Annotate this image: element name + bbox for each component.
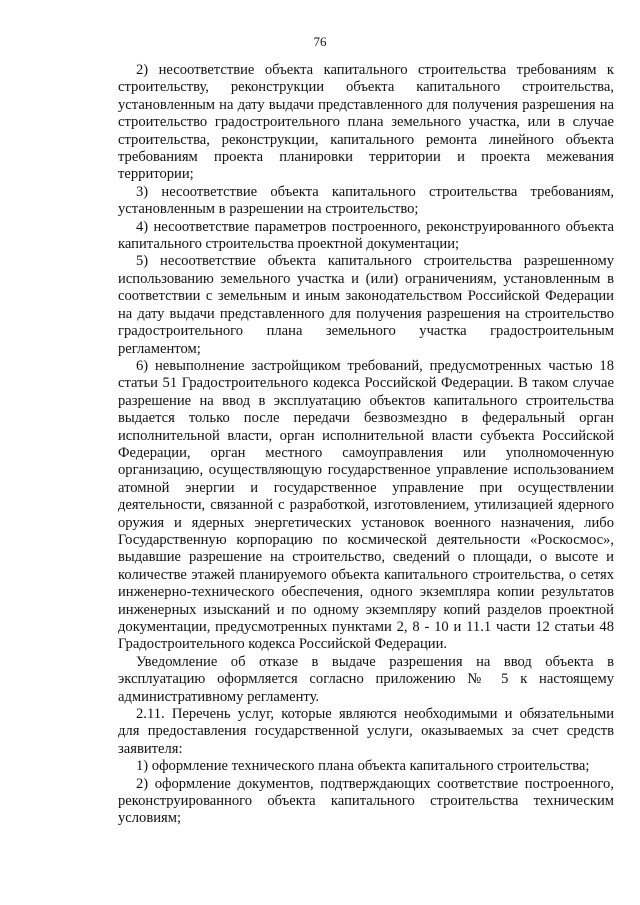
paragraph: 6) невыполнение застройщиком требований, предусмотренных частью 18 статьи 51 Градостроительного кодекса Российской Федерации. В таком случае разрешение на ввод в эксплуатацию объектов капитального строительства выдается только после передачи безвозмездно в федеральный орган исполнительной власти, орган исполнительной власти субъекта Российской Федерации, орган местного самоуправления или уполномоченную организацию, осуществляющую государственное управление использованием атомной энергии и государственное управление при осуществлении деятельности, связанной с разработкой, изготовлением, утилизацией ядерного оружия и ядерных энергетических установок военного назначения, либо Государственную корпорацию по космической деятельности «Роскосмос», выдавшие разрешение на строительство, сведений о площади, о высоте и количестве этажей планируемого объекта капитального строительства, о сетях инженерно-технического обеспечения, одного экземпляра копии результатов инженерных изысканий и по одному экземпляру копий разделов проектной документации, предусмотренных пунктами 2, 8 - 10 и 11.1 части 12 статьи 48 Градостроительного кодекса Российской Федерации. bbox=[118, 357, 614, 653]
paragraph: Уведомление об отказе в выдаче разрешения на ввод объекта в эксплуатацию оформляется согласно приложению № 5 к настоящему административному регламенту. bbox=[118, 653, 614, 705]
paragraph: 2) оформление документов, подтверждающих соответствие построенного, реконструированного объекта капитального строительства техническим условиям; bbox=[118, 775, 614, 827]
page-number: 76 bbox=[313, 34, 327, 49]
paragraph: 2.11. Перечень услуг, которые являются необходимыми и обязательными для предоставления государственной услуги, оказываемых за счет средств заявителя: bbox=[118, 706, 614, 757]
paragraph: 3) несоответствие объекта капитального строительства требованиям, установленным в разрешении на строительство; bbox=[118, 183, 614, 218]
body-text bbox=[118, 62, 614, 828]
paragraph: 2) несоответствие объекта капитального строительства требованиям к строительству, реконструкции объекта капитального строительства, установленным на дату выдачи представленного для получения разрешения на строительство градостроительного плана земельного участка, или в случае строительства, реконструкции, капитального ремонта линейного объекта требованиям проекта планировки территории и проекта межевания территории; bbox=[118, 62, 614, 183]
paragraph: 1) оформление технического плана объекта капитального строительства; bbox=[136, 758, 590, 775]
paragraph: 4) несоответствие параметров построенного, реконструированного объекта капитального строительства проектной документации; bbox=[118, 218, 614, 253]
paragraph: 5) несоответствие объекта капитального строительства разрешенному использованию земельного участка и (или) ограничениям, установленным в соответствии с земельным и иным законодательством Российской Федерации на дату выдачи представленного для получения разрешения на строительство градостроительного плана земельного участка градостроительным регламентом; bbox=[118, 253, 614, 357]
